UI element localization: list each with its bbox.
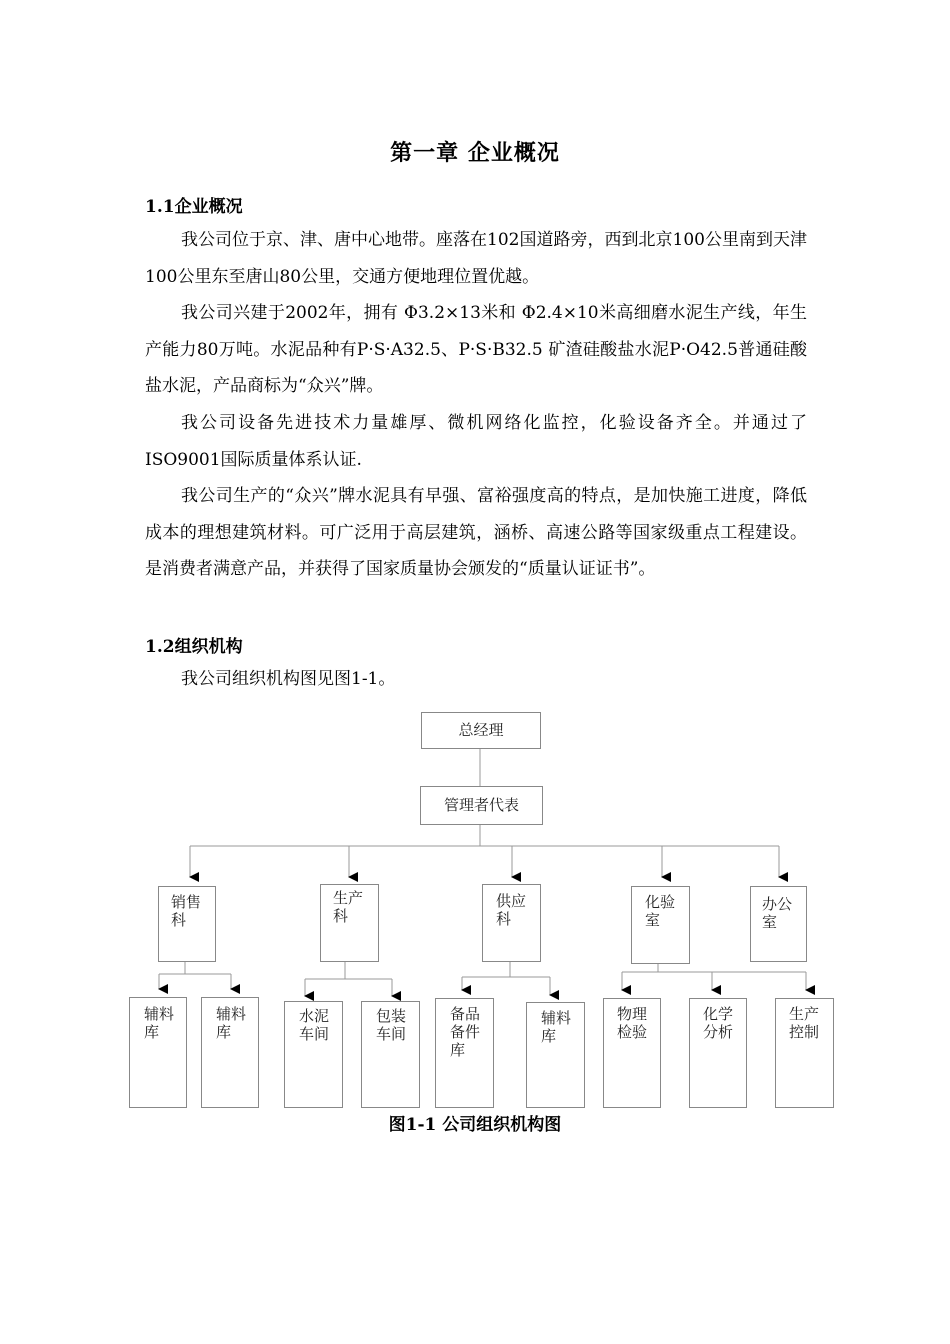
org-box-lab: 化验 室 <box>631 886 690 964</box>
paragraph-location: 我公司位于京、津、唐中心地带。座落在102国道路旁，西到北京100公里南到天津100公里东至唐山80公里，交通方便地理位置优越。 <box>145 230 807 287</box>
org-box-production-control: 生产 控制 <box>775 998 834 1108</box>
figure-caption: 图1-1 公司组织机构图 <box>388 1115 562 1135</box>
paragraph-product: 我公司生产的“众兴”牌水泥具有早强、富裕强度高的特点，是加快施工进度，降低成本的理想建筑材料。可广泛用于高层建筑，涵桥、高速公路等国家级重点工程建设。是消费者满意产品，并获得了国家质量协会颁发的“质量认证证书”。 <box>145 486 807 579</box>
org-box-production-dept: 生产 科 <box>320 884 379 962</box>
org-box-office: 办公 室 <box>750 886 807 962</box>
org-chart <box>0 700 950 1120</box>
org-box-cement-workshop: 水泥 车间 <box>284 1001 343 1108</box>
org-box-spare-parts-warehouse: 备品 备件 库 <box>435 998 494 1108</box>
org-box-general-manager: 总经理 <box>421 712 541 749</box>
section-heading-1-2: 1.2组织机构 <box>145 637 243 657</box>
org-box-supply-dept: 供应 科 <box>482 884 541 962</box>
paragraph-equipment: 我公司设备先进技术力量雄厚、微机网络化监控，化验设备齐全。并通过了ISO9001国际质量体系认证. <box>145 413 807 470</box>
org-box-auxiliary-warehouse-3: 辅料 库 <box>526 1002 585 1108</box>
org-box-auxiliary-warehouse-1: 辅料 库 <box>129 997 187 1108</box>
chapter-title: 第一章 企业概况 <box>390 140 560 166</box>
paragraph-production: 我公司兴建于2002年，拥有 Φ3.2×13米和 Φ2.4×10米高细磨水泥生产线，年生产能力80万吨。水泥品种有P·S·A32.5、P·S·B32.5 矿渣硅酸盐水泥P·O42.5普通硅酸盐水泥，产品商标为“众兴”牌。 <box>145 303 807 396</box>
section-heading-1-1: 1.1企业概况 <box>145 197 243 217</box>
org-box-sales-dept: 销售 科 <box>158 886 216 962</box>
org-box-auxiliary-warehouse-2: 辅料 库 <box>201 997 259 1108</box>
org-box-physical-testing: 物理 检验 <box>603 998 661 1108</box>
org-box-packing-workshop: 包装 车间 <box>361 1001 420 1108</box>
org-box-management-representative: 管理者代表 <box>420 786 543 825</box>
paragraph-org-ref: 我公司组织机构图见图1-1。 <box>181 669 396 689</box>
org-box-chemical-analysis: 化学 分析 <box>689 998 747 1108</box>
